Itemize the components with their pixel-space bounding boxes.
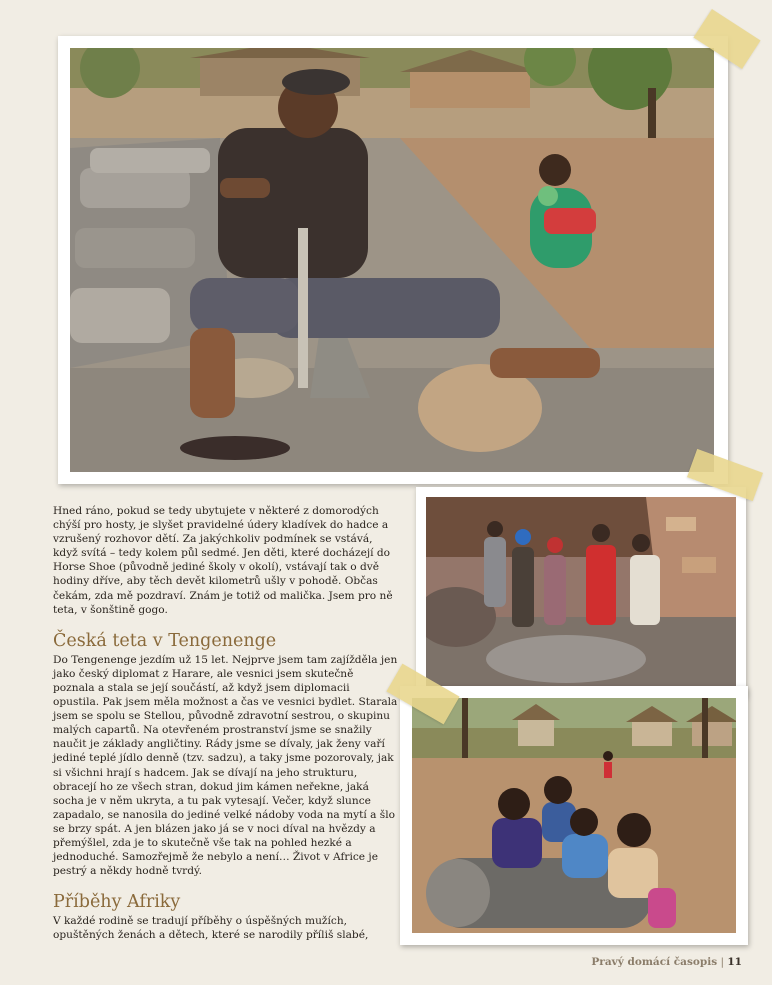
article-text [53,504,398,942]
footer-separator: | [720,956,725,968]
photo-children [400,686,748,945]
page-footer [591,956,742,968]
photo-sculptor [58,36,728,484]
section-heading-ceska-teta: Česká teta v Tengenenge [53,630,277,651]
footer-magazine-name: Pravý domácí časopis [591,956,718,968]
article-intro: Hned ráno, pokud se tedy ubytujete v některé z domorodých chýší pro hosty, je slyšet pravidelné údery kladívek do hadce a vzrušený rozhovor dětí. Za jakýchkoliv podmínek se vstává, když svítá – tedy kolem půl sedmé. Jen děti, které docházejí do Horse Shoe (původně jediné školy v okolí), vstávají tak o dvě hodiny dříve, aby těch devět kilometrů ušly v pohodě. Občas čekám, zda mě pozdraví. Znám je totiž od malička. Jsem pro ně teta, v šonštině gogo. [53,505,393,616]
photo-sculptor-image [70,48,714,472]
photo-quarry-image [426,497,736,687]
section-heading-pribehy: Příběhy Afriky [53,892,181,913]
section-body-pribehy: V každé rodině se tradují příběhy o úspěšných mužích, opuštěných ženách a dětech, které se narodily příliš slabé, [53,915,369,942]
footer-page-number: 11 [727,956,742,968]
photo-quarry [416,487,746,697]
section-body-ceska-teta: Do Tengenenge jezdím už 15 let. Nejprve jsem tam zajížděla jen jako český diplomat z Harare, ale vesnici jsem skutečně poznala a stala se její součástí, až když jsem diplomacii opustila. Pak jsem měla možnost a čas ve vesnici bydlet. Starala jsem se spolu se Stellou, původně zdravotní sestrou, o skupinu malých capartů. Na otevřeném prostranství jsme se snažily naučit je základy angličtiny. Rády jsme se dívaly, jak ženy vaří jediné teplé jídlo denně (tzv. sadzu), a taky jsme pozorovaly, jak si všichni hrají s hadcem. Jak se dívají na jeho strukturu, obracejí ho ze všech stran, dokud jim kámen neřekne, jaká socha je v něm ukryta, a tu pak vytesají. Večer, když slunce zapadalo, se nanosila do jediné velké nádoby voda na mytí a šlo se brzy spát. A jen blázen jako já se v noci díval na hvězdy a přemýšlel, zda je to skutečně vše tak na pohled hezké a jednoduché. Samozřejmě že nebylo a není… Život v Africe je pestrý a někdy hodně tvrdý. [53,653,398,878]
photo-children-image [412,698,736,933]
